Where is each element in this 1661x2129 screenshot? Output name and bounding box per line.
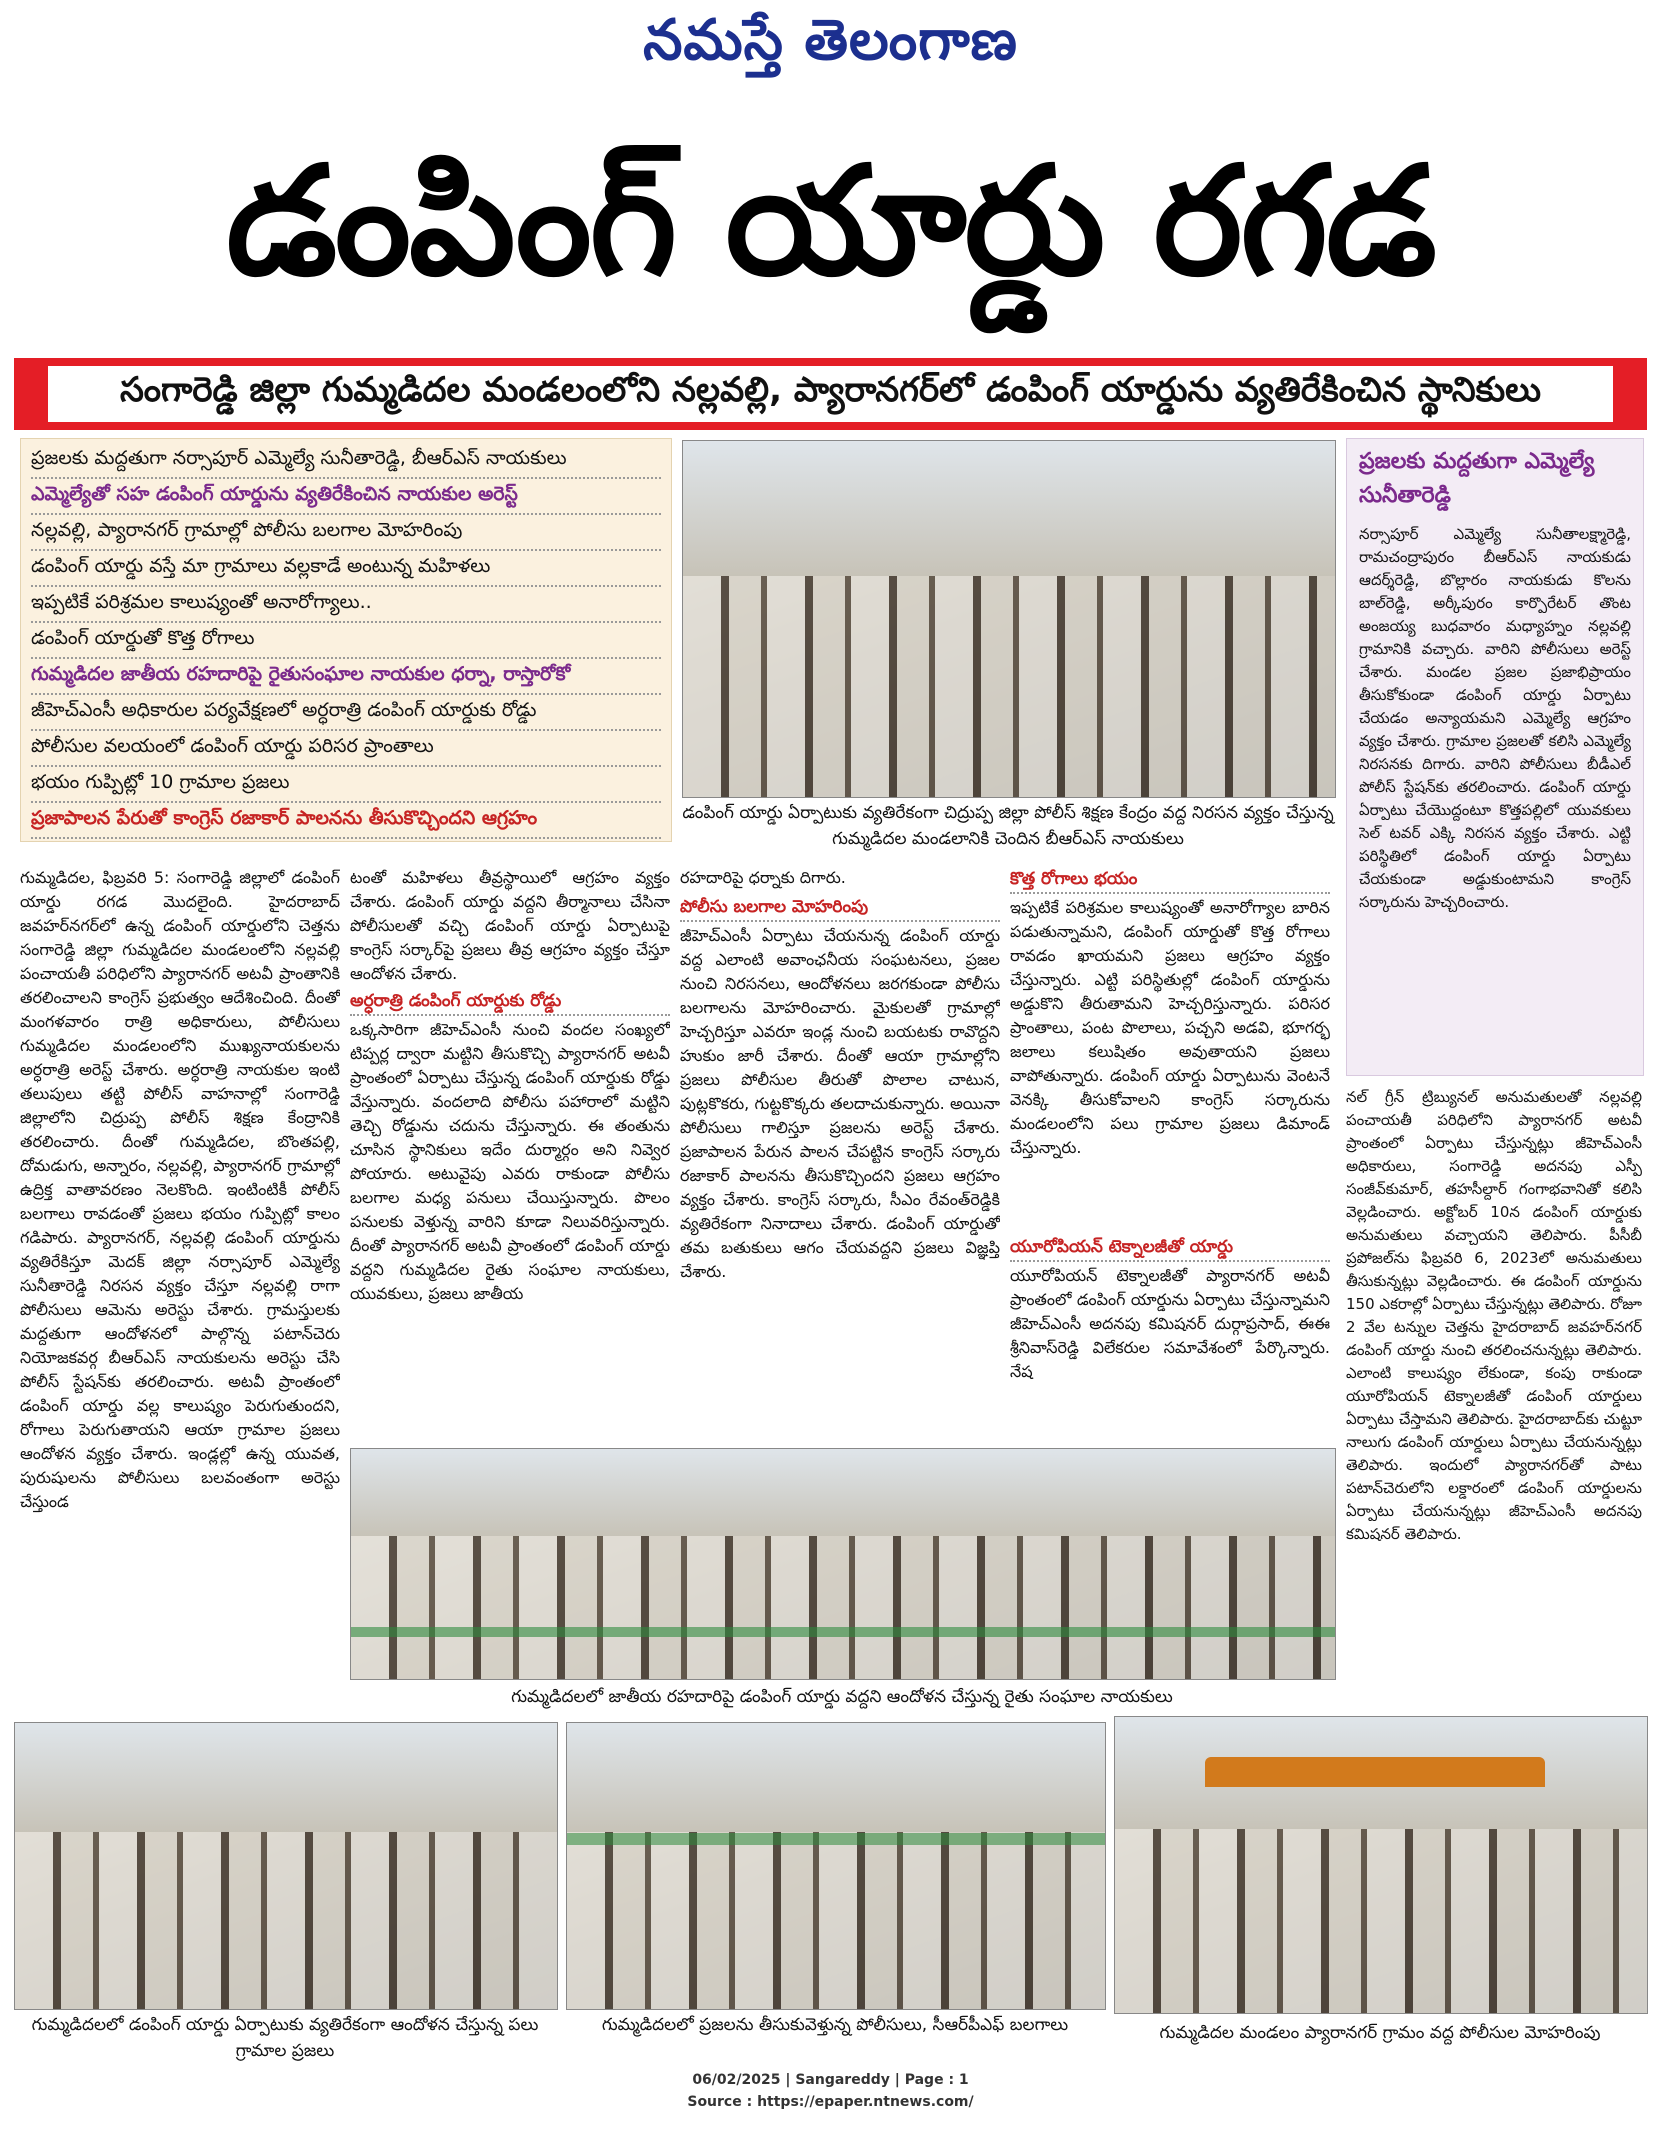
highlight-item: ఇప్పటికే పరిశ్రమల కాలుష్యంతో అనారోగ్యాలు.. [31, 585, 661, 623]
caption-bottom-center: గుమ్మడిదలలో ప్రజలను తీసుకువెళ్తున్న పోలీసులు, సీఆర్‌పీఎఫ్ బలగాలు [601, 2015, 1069, 2035]
article-column-5: నల్ గ్రీన్ ట్రిబ్యునల్ అనుమతులతో నల్లవల్లి పంచాయతీ పరిధిలోని ప్యారానగర్ అటవీ ప్రాంతంలో ఏర్పాటు చేస్తున్నట్లు జీహెచ్‌ఎంసీ అధికారులు, సంగారెడ్డి అదనపు ఎస్పీ సంజీవ్‌కుమార్, తహసీల్దార్ గంగాభవానితో కలిసి వెల్లడించారు. అక్టోబర్ 10న డంపింగ్ యార్డుకు అనుమతులు వచ్చాయని తెలిపారు. పీసీబీ ప్రపోజల్‌ను ఫిబ్రవరి 6, 2023లో అనుమతులు తీసుకున్నట్లు వెల్లడించారు. ఈ డంపింగ్ యార్డును 150 ఎకరాల్లో ఏర్పాటు చేస్తున్నట్లు తెలిపారు. రోజూ 2 వేల టన్నుల చెత్తను హైదరాబాద్ జవహర్‌నగర్ డంపింగ్ యార్డు నుంచి తరలించనున్నట్లు తెలిపారు. ఎలాంటి కాలుష్యం లేకుండా, కంపు రాకుండా యూరోపియన్ టెక్నాలజీతో డంపింగ్ యార్డులు ఏర్పాటు చేస్తామని తెలిపారు. హైదరాబాద్‌కు చుట్టూ నాలుగు డంపింగ్ యార్డులు ఏర్పాటు చేయనున్నట్లు తెలిపారు. ఇందులో ప్యారానగర్‌తో పాటు పటాన్‌చెరులోని లక్డారంలో డంపింగ్ యార్డులను ఏర్పాటు చేయనున్నట్లు జీహెచ్‌ఎంసీ అదనపు కమిషనర్ తెలిపారు. [1346, 1088, 1642, 1543]
subhead-police-deployment: పోలీసు బలగాల మోహరింపు [680, 894, 1000, 922]
highlight-item: ఎమ్మెల్యేతో సహ డంపింగ్ యార్డును వ్యతిరేకించిన నాయకుల అరెస్ట్ [31, 477, 661, 515]
article-column-4-part-2: యూరోపియన్ టెక్నాలజీతో ప్యారానగర్ అటవీ ప్రాంతంలో డంపింగ్ యార్డును ఏర్పాటు చేస్తున్నామని జీహెచ్‌ఎంసీ అదనపు కమిషనర్ దుర్గాప్రసాద్, ఈఈ శ్రీనివాస్‌రెడ్డి విలేకరుల సమావేశంలో పేర్కొన్నారు. నేష [1010, 1266, 1330, 1381]
photo-crowd [567, 1832, 1105, 2009]
article-column-3-part-2: జీహెచ్‌ఎంసీ ఏర్పాటు చేయనున్న డంపింగ్ యార్డు వద్ద ఎలాంటి అవాంఛనీయ సంఘటనలు, ప్రజల నుంచి నిరసనలు, ఆందోళనలు జరగకుండా పోలీసు బలగాలను మోహరించారు. మైకులతో గ్రామాల్లో హెచ్చరిస్తూ ఎవరూ ఇండ్ల నుంచి బయటకు రావొద్దని హుకుం జారీ చేశారు. దీంతో ఆయా గ్రామాల్లోని ప్రజలు పోలీసుల తీరుతో పొలాల చాటున, పుట్లకొకరు, గుట్టకొక్కరు తలదాచుకున్నారు. అయినా పోలీసులు గాలిస్తూ ప్రజలను అరెస్ట్ చేశారు. ప్రజాపాలన పేరున పాలన చేపట్టిన కాంగ్రెస్ సర్కారు రజాకార్ పాలనను తీసుకొచ్చిందని ప్రజలు ఆగ్రహం వ్యక్తం చేశారు. కాంగ్రెస్ సర్కారు, సీఎం రేవంత్‌రెడ్డికి వ్యతిరేకంగా నినాదాలు చేశారు. డంపింగ్ యార్డుతో తమ బతుకులు ఆగం చేయవద్దని ప్రజలు విజ్ఞప్తి చేశారు. [680, 926, 1000, 1281]
protest-photo-bottom-center [566, 1722, 1106, 2010]
highlight-item: భయం గుప్పిట్లో 10 గ్రామాల ప్రజలు [31, 765, 661, 803]
highlight-item: ప్రజలకు మద్దతుగా నర్సాపూర్ ఎమ్మెల్యే సునీతారెడ్డి, బీఆర్‌ఎస్ నాయకులు [31, 441, 661, 479]
green-scarves-row [351, 1627, 1335, 1637]
photo-crowd [351, 1536, 1335, 1679]
highlight-item: జీహెచ్‌ఎంసీ అధికారుల పర్యవేక్షణలో అర్ధరాత్రి డంపింగ్ యార్డుకు రోడ్డు [31, 693, 661, 731]
green-scarves-row [567, 1833, 1105, 1845]
article-column-4-part-1: ఇప్పటికే పరిశ్రమల కాలుష్యంతో అనారోగ్యాల బారిన పడుతున్నామని, డంపింగ్ యార్డుతో కొత్త రోగాలు రావడం ఖాయమని ప్రజలు ఆగ్రహం వ్యక్తం చేస్తున్నారు. ఎట్టి పరిస్థితుల్లో డంపింగ్ యార్డును అడ్డుకొని తీరుతామని హెచ్చరిస్తున్నారు. పరిసర ప్రాంతాలు, పంట పొలాలు, పచ్చని అడవి, భూగర్భ జలాలు కలుషితం అవుతాయని ప్రజలు వాపోతున్నారు. డంపింగ్ యార్డు ఏర్పాటును వెంటనే వెనక్కి తీసుకోవాలని కాంగ్రెస్ సర్కారును మండలంలోని పలు గ్రామాల ప్రజలు డిమాండ్ చేస్తున్నారు. [1010, 898, 1330, 1157]
highlight-item: డంపింగ్ యార్డు వస్తే మా గ్రామాలు వల్లకాడే అంటున్న మహిళలు [31, 549, 661, 587]
highlights-box [20, 438, 672, 842]
masthead-logo: నమస్తే తెలంగాణ [643, 8, 1018, 73]
highlight-item: గుమ్మడిదల జాతీయ రహదారిపై రైతుసంఘాల నాయకుల ధర్నా, రాస్తారోకో [31, 657, 661, 695]
temple-arch [1205, 1757, 1545, 1787]
footer-date-page: 06/02/2025 | Sangareddy | Page : 1 [692, 2072, 969, 2088]
highlight-item: నల్లవల్లి, ప్యారానగర్ గ్రామాల్లో పోలీసు బలగాల మోహరింపు [31, 513, 661, 551]
caption-middle-photo: గుమ్మడిదలలో జాతీయ రహదారిపై డంపింగ్ యార్డు వద్దని ఆందోళన చేస్తున్న రైతు సంఘాల నాయకులు [511, 1687, 1173, 1707]
protest-photo-top [682, 440, 1336, 798]
subheadline-band [14, 358, 1647, 430]
caption-bottom-right: గుమ్మడిదల మండలం ప్యారానగర్ గ్రామం వద్ద పోలీసుల మోహరింపు [1159, 2023, 1601, 2043]
sidebar-title: ప్రజలకు మద్దతుగా ఎమ్మెల్యే సునీతారెడ్డి [1359, 449, 1595, 508]
protest-photo-middle [350, 1448, 1336, 1680]
protest-photo-bottom-left [14, 1722, 558, 2010]
police-photo-bottom-right [1114, 1716, 1648, 2014]
subheadline: సంగారెడ్డి జిల్లా గుమ్మడిదల మండలంలోని నల్లవల్లి, ప్యారానగర్‌లో డంపింగ్ యార్డును వ్యతిరేకించిన స్థానికులు [48, 366, 1613, 422]
photo-crowd [1115, 1829, 1647, 2013]
sidebar-body: నర్సాపూర్ ఎమ్మెల్యే సునీతాలక్ష్మారెడ్డి, రామచంద్రాపురం బీఆర్‌ఎస్ నాయకుడు ఆదర్శ్‌రెడ్డి, బొల్లారం నాయకుడు కొలను బాల్‌రెడ్డి, అర్కీపురం కార్పొరేటర్ తొంట అంజయ్య బుధవారం మధ్యాహ్నం నల్లవల్లి గ్రామానికి వచ్చారు. వారిని పోలీసులు అరెస్ట్ చేశారు. మండల ప్రజల ప్రజాభిప్రాయం తీసుకోకుండా డంపింగ్ యార్డు ఏర్పాటు చేయడం అన్యాయమని ఎమ్మెల్యే ఆగ్రహం వ్యక్తం చేశారు. గ్రామాల ప్రజలతో కలిసి ఎమ్మెల్యే నిరసనకు దిగారు. వారిని పోలీసులు బీడీఎల్ పోలీస్ స్టేషన్‌కు తరలించారు. డంపింగ్ యార్డు ఏర్పాటు చేయొద్దంటూ కొత్తపల్లిలో యువకులు సెల్ టవర్ ఎక్కి నిరసన వ్యక్తం చేశారు. ఎట్టి పరిస్థితిలో డంపింగ్ యార్డు ఏర్పాటు చేయకుండా అడ్డుకుంటామని కాంగ్రెస్ సర్కారును హెచ్చరించారు. [1359, 525, 1631, 911]
photo-background [567, 1723, 1105, 1832]
caption-bottom-left: గుమ్మడిదలలో డంపింగ్ యార్డు ఏర్పాటుకు వ్యతిరేకంగా ఆందోళన చేస్తున్న పలు గ్రామాల ప్రజలు [31, 2015, 539, 2061]
article-column-3-part-1: రహదారిపై ధర్నాకు దిగారు. [680, 868, 846, 887]
photo-background [683, 441, 1335, 576]
article-column-2-part-2: ఒక్కసారిగా జీహెచ్‌ఎంసీ నుంచి వందల సంఖ్యలో టిప్పర్ల ద్వారా మట్టిని తీసుకొచ్చి ప్యారానగర్ అటవీ ప్రాంతంలో ఏర్పాటు చేస్తున్న డంపింగ్ యార్డుకు రోడ్డు వేస్తున్నారు. వందలాది పోలీసు పహారాలో మట్టిని తెచ్చి రోడ్డును చదును చేస్తున్నారు. ఈ తంతును చూసిన స్థానికులు ఇదేం దుర్మార్గం అని నివ్వెర పోయారు. అటువైపు ఎవరు రాకుండా పోలీసు బలగాల మధ్య పనులు చేయిస్తున్నారు. పొలం పనులకు వెళ్తున్న వారిని కూడా నిలువరిస్తున్నారు. దీంతో ప్యారానగర్ అటవీ ప్రాంతంలో డంపింగ్ యార్డు వద్దని గుమ్మడిదల రైతు సంఘాల నాయకులు, యువకులు, ప్రజలు జాతీయ [350, 1020, 670, 1303]
photo-crowd [683, 576, 1335, 797]
highlight-item: పోలీసుల వలయంలో డంపింగ్ యార్డు పరిసర ప్రాంతాలు [31, 729, 661, 767]
headline: డంపింగ్ యార్డు రగడ [226, 135, 1435, 309]
subhead-european-technology: యూరోపియన్ టెక్నాలజీతో యార్డు [1010, 1234, 1330, 1262]
caption-top-photo: డంపింగ్ యార్డు ఏర్పాటుకు వ్యతిరేకంగా చిద్రుప్ప జిల్లా పోలీస్ శిక్షణ కేంద్రం వద్ద నిరసన వ్యక్తం చేస్తున్న గుమ్మడిదల మండలానికి చెందిన బీఆర్‌ఎస్ నాయకులు [682, 803, 1334, 849]
subhead-new-diseases: కొత్త రోగాలు భయం [1010, 866, 1330, 894]
photo-crowd [15, 1832, 557, 2009]
photo-background [351, 1449, 1335, 1536]
highlight-item: ప్రజాపాలన పేరుతో కాంగ్రెస్ రజాకార్ పాలనను తీసుకొచ్చిందని ఆగ్రహం [31, 801, 661, 839]
highlight-item: డంపింగ్ యార్డుతో కొత్త రోగాలు [31, 621, 661, 659]
subhead-midnight-road: అర్ధరాత్రి డంపింగ్ యార్డుకు రోడ్డు [350, 988, 670, 1016]
article-column-2-part-1: టంతో మహిళలు తీవ్రస్థాయిలో ఆగ్రహం వ్యక్తం చేశారు. డంపింగ్ యార్డు వద్దని తీర్మానాలు చేసినా పోలీసులతో వచ్చి డంపింగ్ యార్డు ఏర్పాటుపై కాంగ్రెస్ సర్కార్‌పై ప్రజలు తీవ్ర ఆగ్రహం వ్యక్తం చేస్తూ ఆందోళన చేశారు. [350, 868, 670, 983]
footer-source: Source : https://epaper.ntnews.com/ [687, 2094, 974, 2110]
article-column-1: గుమ్మడిదల, ఫిబ్రవరి 5: సంగారెడ్డి జిల్లాలో డంపింగ్ యార్డు రగడ మొదలైంది. హైదరాబాద్ జవహర్‌నగర్‌లో ఉన్న డంపింగ్ యార్డులోని చెత్తను సంగారెడ్డి జిల్లా గుమ్మడిదల మండలంలోని నల్లవల్లి పంచాయతీ పరిధిలోని ప్యారానగర్ అటవీ ప్రాంతానికి తరలించాలని కాంగ్రెస్ ప్రభుత్వం ఆదేశించింది. దీంతో మంగళవారం రాత్రి అధికారులు, పోలీసులు గుమ్మడిదల మండలంలోని ముఖ్యనాయకులను అర్ధరాత్రి అరెస్ట్ చేశారు. అర్ధరాత్రి నాయకుల ఇంటి తలుపులు తట్టి పోలీస్ వాహనాల్లో సంగారెడ్డి జిల్లాలోని చిద్రుప్ప పోలీస్ శిక్షణ కేంద్రానికి తరలించారు. దీంతో గుమ్మడిదల, బొంతపల్లి, దోమడుగు, అన్నారం, నల్లవల్లి, ప్యారానగర్ గ్రామాల్లో ఉద్రిక్త వాతావరణం నెలకొంది. ఇంటింటికీ పోలీస్ బలగాలు రావడంతో ప్రజలు భయం గుప్పిట్లో కాలం గడిపారు. ప్యారానగర్, నల్లవల్లి డంపింగ్ యార్డును వ్యతిరేకిస్తూ మెదక్ జిల్లా నర్సాపూర్ ఎమ్మెల్యే సునీతారెడ్డి నిరసన వ్యక్తం చేస్తూ నల్లవల్లి రాగా పోలీసులు ఆమెను అరెస్టు చేశారు. గ్రామస్తులకు మద్దతుగా ఆందోళనలో పాల్గొన్న పటాన్‌చెరు నియోజకవర్గ బీఆర్‌ఎస్ నాయకులను అరెస్టు చేసి పోలీస్ స్టేషన్‌కు తరలించారు. అటవీ ప్రాంతంలో డంపింగ్ యార్డు వల్ల కాలుష్యం పెరుగుతుందని, రోగాలు పెరుగుతాయని ఆయా గ్రామాల ప్రజలు ఆందోళన వ్యక్తం చేశారు. ఇండ్లల్లో ఉన్న యువత, పురుషులను పోలీసులు బలవంతంగా అరెస్టు చేస్తుండ [20, 868, 340, 1511]
sidebar-box [1346, 438, 1644, 1076]
photo-background [15, 1723, 557, 1832]
